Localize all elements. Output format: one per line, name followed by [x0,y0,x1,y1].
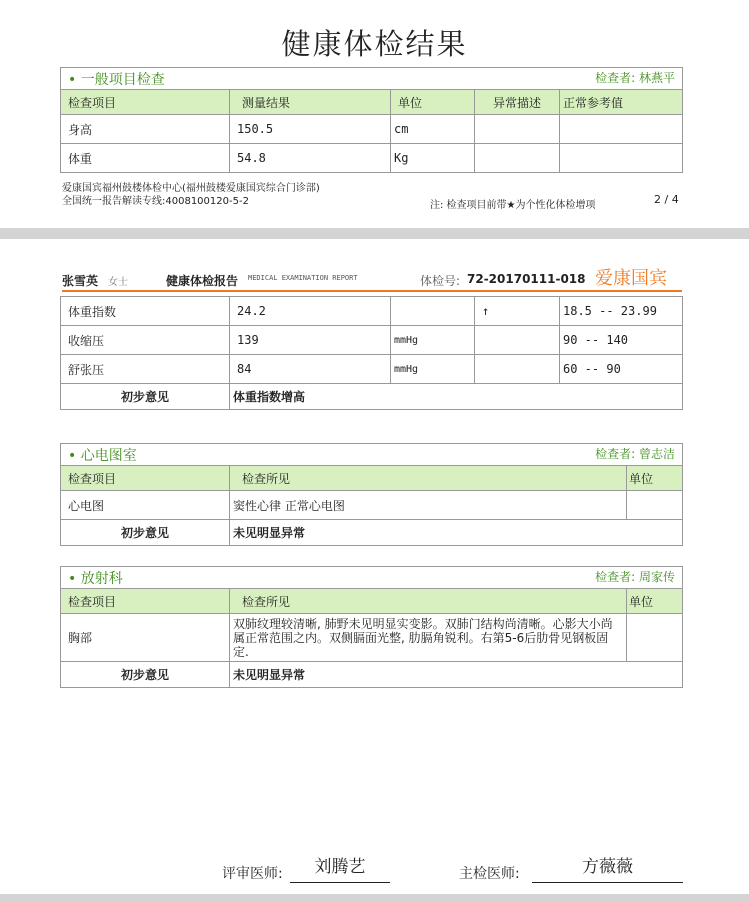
section-title: • 心电图室 [68,447,137,464]
table-row [61,491,683,520]
cell-unit: Kg [391,144,475,173]
inspector-label: 检查者: 林燕平 [595,70,676,85]
opinion-label: 初步意见 [61,662,230,688]
cell-item: 心电图 [61,491,230,520]
exam-number: 72-20170111-018 [467,272,586,286]
radiology-table [60,566,683,688]
cell-abnormal [475,355,560,384]
reviewer-label: 评审医师: [222,866,283,882]
reviewer-signature: 刘腾艺 [290,852,390,883]
report-title-en: MEDICAL EXAMINATION REPORT [248,274,358,282]
opinion-row [61,520,683,546]
cell-value: 84 [230,355,391,384]
cell-reference [560,144,683,173]
table-header-row [61,90,683,115]
cell-value: 150.5 [230,115,391,144]
cell-value: 139 [230,326,391,355]
opinion-text: 未见明显异常 [230,662,683,688]
table-header-row [61,589,683,614]
cell-reference: 60 -- 90 [560,355,683,384]
org-footer [62,182,320,208]
cell-item: 胸部 [61,614,230,662]
cell-reference [560,115,683,144]
org-line: 爱康国宾福州鼓楼体检中心(福州鼓楼爱康国宾综合门诊部) [62,183,320,194]
table-row [61,115,683,144]
section-title: • 放射科 [68,570,123,587]
brand-logo: 爱康国宾 [595,268,667,289]
table-row [61,326,683,355]
chief-signature: 方薇薇 [532,852,683,883]
cell-finding: 窦性心律 正常心电图 [230,491,627,520]
table-row [61,355,683,384]
opinion-row [61,662,683,688]
opinion-label: 初步意见 [61,384,230,410]
column-header: 检查项目 [61,589,230,614]
chief-label: 主检医师: [459,866,520,882]
opinion-label: 初步意见 [61,520,230,546]
cell-value: 24.2 [230,297,391,326]
cell-value: 54.8 [230,144,391,173]
exam-number-label: 体检号: [420,274,461,288]
section-header-general [61,68,683,90]
general-exam-table-cont [60,296,683,410]
column-header: 单位 [627,589,683,614]
table-row [61,297,683,326]
cell-item: 收缩压 [61,326,230,355]
section-header-radiology [61,567,683,589]
inspector-label: 检查者: 周家传 [595,569,675,584]
page-title: 健康体检结果 [281,27,468,61]
cell-item: 体重指数 [61,297,230,326]
cell-abnormal [475,326,560,355]
section-header-ecg [61,444,683,466]
hotline: 全国统一报告解读专线:4008100120-5-2 [62,196,249,207]
cell-finding: 双肺纹理较清晰, 肺野未见明显实变影。双肺门结构尚清晰。心影大小尚属正常范围之内。双侧膈面光整, 肋膈角锐利。右第5-6后肋骨见钢板固定. [230,614,627,662]
cell-item: 舒张压 [61,355,230,384]
cell-unit [627,614,683,662]
inspector-label: 检查者: 曾志洁 [595,446,676,461]
column-header: 检查项目 [61,466,230,491]
column-header: 测量结果 [230,90,391,115]
general-exam-table [60,67,683,173]
section-title: • 一般项目检查 [68,71,165,88]
note-text: 注: 检查项目前带★为个性化体检增项 [430,200,596,211]
opinion-row [61,384,683,410]
cell-abnormal [475,115,560,144]
cell-item: 身高 [61,115,230,144]
column-header: 检查所见 [230,589,627,614]
cell-reference: 90 -- 140 [560,326,683,355]
cell-unit [627,491,683,520]
cell-abnormal: ↑ [475,297,560,326]
cell-abnormal [475,144,560,173]
cell-unit: cm [391,115,475,144]
page-separator [0,228,749,239]
column-header: 检查项目 [61,90,230,115]
column-header: 单位 [627,466,683,491]
opinion-text: 未见明显异常 [230,520,683,546]
cell-unit: mmHg [391,355,475,384]
ecg-table [60,443,683,546]
report-header [62,268,682,292]
opinion-text: 体重指数增高 [230,384,683,410]
page-number: 2 / 4 [654,193,679,206]
cell-item: 体重 [61,144,230,173]
report-title: 健康体检报告 [166,274,239,288]
column-header: 检查所见 [230,466,627,491]
table-row [61,144,683,173]
table-header-row [61,466,683,491]
patient-gender: 女士 [108,277,128,288]
table-row [61,614,683,662]
cell-unit: mmHg [391,326,475,355]
column-header: 单位 [391,90,475,115]
patient-name: 张雪英 [62,274,99,288]
cell-reference: 18.5 -- 23.99 [560,297,683,326]
column-header: 异常描述 [475,90,560,115]
page-separator [0,894,749,901]
cell-unit [391,297,475,326]
column-header: 正常参考值 [560,90,683,115]
